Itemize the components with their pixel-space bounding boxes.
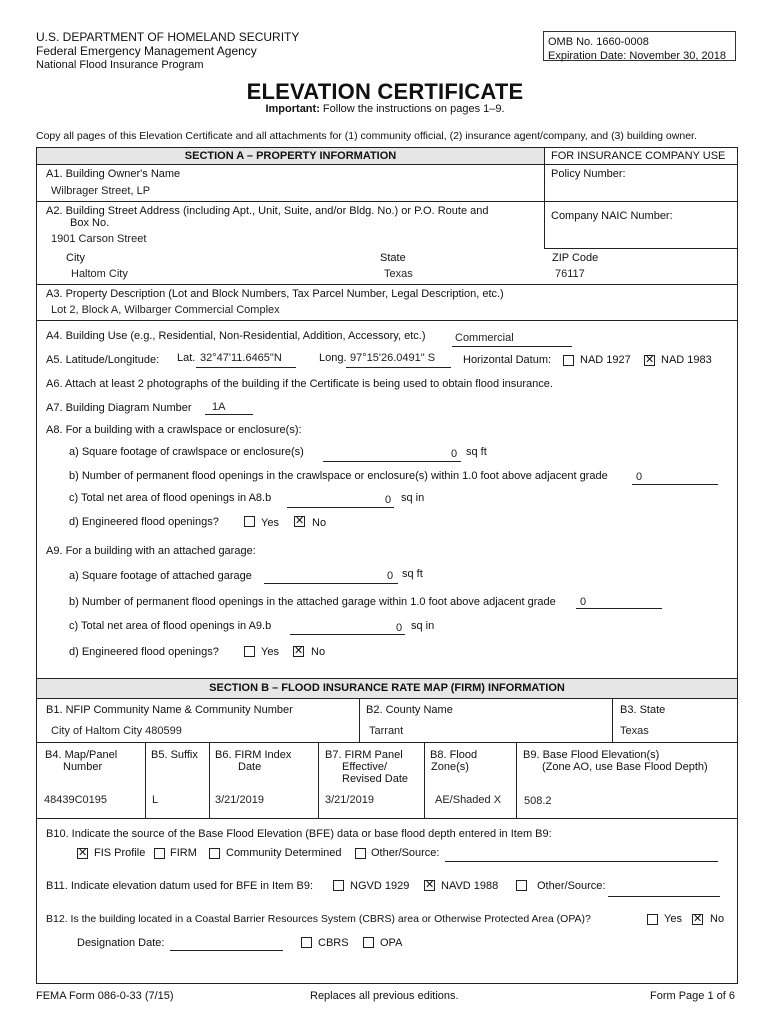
b3-label: B3. State: [620, 704, 666, 716]
a9a-label: a) Square footage of attached garage: [69, 570, 252, 582]
zip-label: ZIP Code: [552, 252, 599, 264]
b10-other-label: Other/Source:: [371, 847, 440, 859]
divider: [424, 742, 425, 818]
b12-yes-checkbox[interactable]: [647, 914, 658, 925]
a8b-underline: [632, 484, 718, 485]
b11-other-underline[interactable]: [608, 896, 720, 897]
a4-building-use[interactable]: Commercial: [455, 332, 514, 344]
a9c-label: c) Total net area of flood openings in A9.b: [69, 620, 272, 632]
a9b-label: b) Number of permanent flood openings in the attached garage within 1.0 foot above adjacent grade: [69, 596, 556, 608]
ngvd1929-label: NGVD 1929: [350, 880, 410, 892]
copy-instructions: Copy all pages of this Elevation Certificate and all attachments for (1) community official, (2) insurance agent/company, and (3) building owner.: [36, 130, 697, 142]
a3-label: A3. Property Description (Lot and Block Numbers, Tax Parcel Number, Legal Description, etc.): [46, 288, 504, 300]
a9a-value[interactable]: 0: [387, 570, 394, 582]
b12-yes-label: Yes: [664, 913, 682, 925]
a8c-label: c) Total net area of flood openings in A8.b: [69, 492, 272, 504]
navd1988-label: NAVD 1988: [441, 880, 499, 892]
a2-street-address[interactable]: 1901 Carson Street: [51, 233, 147, 245]
b6-label-cont: Date: [238, 761, 262, 773]
horizontal-datum-label: Horizontal Datum:: [463, 354, 552, 366]
nad1927-label: NAD 1927: [580, 354, 631, 366]
important-note: [0, 103, 770, 115]
opa-checkbox[interactable]: [363, 937, 374, 948]
divider: [36, 164, 738, 165]
a8c-underline: [287, 507, 394, 508]
city-value[interactable]: Haltom City: [71, 268, 128, 280]
latitude-value[interactable]: 32°47'11.6465"N: [200, 352, 282, 364]
agency-subname: Federal Emergency Management Agency: [36, 44, 257, 58]
divider: [145, 742, 146, 818]
b2-county[interactable]: Tarrant: [369, 725, 404, 737]
important-label: Important:: [265, 103, 320, 115]
page-number: Form Page 1 of 6: [650, 990, 735, 1002]
b7-label: B7. FIRM Panel: [325, 749, 403, 761]
b4-label: B4. Map/Panel: [45, 749, 118, 761]
a6-label: A6. Attach at least 2 photographs of the building if the Certificate is being used to obtain flood insurance.: [46, 378, 553, 390]
a3-property-description[interactable]: Lot 2, Block A, Wilbarger Commercial Complex: [51, 304, 280, 316]
b9-base-flood-elevation[interactable]: 508.2: [524, 795, 552, 807]
a8b-value[interactable]: 0: [636, 471, 643, 483]
b7-label-cont2: Revised Date: [342, 773, 409, 785]
opa-label: OPA: [380, 937, 403, 949]
a8d-no-checkbox[interactable]: ✕: [295, 515, 305, 527]
b8-label: B8. Flood: [430, 749, 478, 761]
long-label: Long.: [319, 352, 347, 364]
divider: [36, 320, 738, 321]
longitude-value[interactable]: 97°15'26.0491" S: [350, 352, 436, 364]
firm-checkbox[interactable]: [154, 848, 165, 859]
replaces-note: Replaces all previous editions.: [310, 990, 459, 1002]
city-label: City: [66, 252, 85, 264]
divider: [612, 698, 613, 742]
b8-label-cont: Zone(s): [431, 761, 469, 773]
b12-no-checkbox[interactable]: ✕: [693, 913, 703, 925]
a7-underline: [205, 414, 253, 415]
b2-label: B2. County Name: [366, 704, 453, 716]
a9c-underline: [290, 634, 405, 635]
state-value[interactable]: Texas: [384, 268, 413, 280]
b1-label: B1. NFIP Community Name & Community Number: [46, 704, 293, 716]
a8c-unit: sq in: [401, 492, 425, 504]
a9a-unit: sq ft: [402, 568, 423, 580]
a4-underline: [452, 346, 572, 347]
a9d-yes-label: Yes: [261, 646, 279, 658]
fis-profile-label: FIS Profile: [94, 847, 146, 859]
divider: [36, 818, 738, 819]
program-name: National Flood Insurance Program: [36, 59, 204, 71]
important-text: Follow the instructions on pages 1–9.: [322, 103, 505, 115]
a9b-value[interactable]: 0: [580, 596, 587, 608]
a9d-no-label: No: [311, 646, 326, 658]
b7-label-cont: Effective/: [342, 761, 388, 773]
divider: [209, 742, 210, 818]
b1-community[interactable]: City of Haltom City 480599: [51, 725, 182, 737]
firm-label: FIRM: [170, 847, 197, 859]
b12-label: B12. Is the building located in a Coastal Barrier Resources System (CBRS) area or Otherwise Protected Area (OPA)?: [46, 913, 591, 925]
b10-label: B10. Indicate the source of the Base Flood Elevation (BFE) data or base flood depth entered in Item B9:: [46, 828, 552, 840]
a8a-underline: [323, 461, 461, 462]
a8d-yes-checkbox[interactable]: [244, 516, 255, 527]
nad1983-checkbox[interactable]: ✕: [645, 354, 655, 366]
b9-label-cont: (Zone AO, use Base Flood Depth): [542, 761, 708, 773]
section-b-heading: SECTION B – FLOOD INSURANCE RATE MAP (FIRM) INFORMATION: [209, 682, 565, 694]
b5-label: B5. Suffix: [151, 749, 198, 761]
divider: [36, 284, 738, 285]
b4-map-panel-number[interactable]: 48439C0195: [44, 794, 108, 806]
a8d-no-label: No: [312, 517, 327, 529]
insurance-use-heading: FOR INSURANCE COMPANY USE: [551, 150, 726, 162]
b10-other-checkbox[interactable]: [355, 848, 366, 859]
divider: [318, 742, 319, 818]
b6-firm-index-date[interactable]: 3/21/2019: [215, 794, 264, 806]
nad1983-label: NAD 1983: [661, 354, 712, 366]
a8a-label: a) Square footage of crawlspace or enclosure(s): [69, 446, 304, 458]
b7-firm-panel-date[interactable]: 3/21/2019: [325, 794, 374, 806]
b12-no-label: No: [710, 913, 725, 925]
divider: [359, 698, 360, 742]
omb-number: OMB No. 1660-0008: [548, 36, 649, 48]
b10-other-underline[interactable]: [445, 861, 718, 862]
b11-other-checkbox[interactable]: [516, 880, 527, 891]
nad1927-checkbox[interactable]: [563, 355, 574, 366]
divider: [36, 742, 738, 743]
b11-label: B11. Indicate elevation datum used for BFE in Item B9:: [46, 880, 313, 892]
designation-date-label: Designation Date:: [77, 937, 165, 949]
a9c-value[interactable]: 0: [396, 622, 403, 634]
a9d-no-checkbox[interactable]: ✕: [294, 645, 304, 657]
divider: [544, 147, 545, 248]
expiration-date: Expiration Date: November 30, 2018: [548, 50, 726, 62]
community-determined-checkbox[interactable]: [209, 848, 220, 859]
a4-label: A4. Building Use (e.g., Residential, Non-Residential, Addition, Accessory, etc.): [46, 330, 426, 342]
a5-label: A5. Latitude/Longitude:: [46, 354, 160, 366]
a1-label: A1. Building Owner's Name: [46, 168, 181, 180]
a9c-unit: sq in: [411, 620, 435, 632]
fis-profile-checkbox[interactable]: ✕: [78, 847, 88, 859]
a8a-unit: sq ft: [466, 446, 487, 458]
designation-date-underline[interactable]: [170, 950, 283, 951]
a2-label-cont: Box No.: [70, 217, 110, 229]
a8b-label: b) Number of permanent flood openings in the crawlspace or enclosure(s) within 1.0 foot above adjacent grade: [69, 470, 608, 482]
long-underline: [346, 367, 451, 368]
b5-suffix[interactable]: L: [152, 794, 159, 806]
b3-state[interactable]: Texas: [620, 725, 649, 737]
b9-label: B9. Base Flood Elevation(s): [523, 749, 660, 761]
a8-label: A8. For a building with a crawlspace or enclosure(s):: [46, 424, 302, 436]
section-a-heading: SECTION A – PROPERTY INFORMATION: [184, 150, 397, 162]
divider: [544, 248, 738, 249]
community-determined-label: Community Determined: [226, 847, 342, 859]
a9-label: A9. For a building with an attached garage:: [46, 545, 256, 557]
a9d-yes-checkbox[interactable]: [244, 646, 255, 657]
b6-label: B6. FIRM Index: [215, 749, 292, 761]
zip-value[interactable]: 76117: [555, 268, 585, 280]
a8a-value[interactable]: 0: [451, 448, 458, 460]
omb-box: [543, 31, 736, 61]
b11-other-label: Other/Source:: [537, 880, 606, 892]
cbrs-checkbox[interactable]: [301, 937, 312, 948]
ngvd1929-checkbox[interactable]: [333, 880, 344, 891]
page-title: ELEVATION CERTIFICATE: [246, 79, 524, 104]
cbrs-label: CBRS: [318, 937, 349, 949]
policy-number-label: Policy Number:: [551, 168, 626, 180]
agency-name: U.S. DEPARTMENT OF HOMELAND SECURITY: [36, 30, 300, 44]
divider: [36, 698, 738, 699]
a7-label: A7. Building Diagram Number: [46, 402, 192, 414]
divider: [36, 201, 738, 202]
lat-underline: [196, 367, 296, 368]
a8d-label: d) Engineered flood openings?: [69, 516, 219, 528]
a1-owner-name[interactable]: Wilbrager Street, LP: [51, 185, 151, 197]
a9a-underline: [264, 583, 398, 584]
b8-flood-zone[interactable]: AE/Shaded X: [435, 794, 502, 806]
lat-label: Lat.: [177, 352, 196, 364]
naic-number-label: Company NAIC Number:: [551, 210, 673, 222]
form-number: FEMA Form 086-0-33 (7/15): [36, 990, 174, 1002]
a7-diagram-number[interactable]: 1A: [212, 401, 226, 413]
divider: [516, 742, 517, 818]
a8c-value[interactable]: 0: [385, 494, 392, 506]
b4-label-cont: Number: [63, 761, 103, 773]
a9d-label: d) Engineered flood openings?: [69, 646, 219, 658]
a2-label: A2. Building Street Address (including Apt., Unit, Suite, and/or Bldg. No.) or P.O. Route and: [46, 205, 489, 217]
a8d-yes-label: Yes: [261, 517, 279, 529]
navd1988-checkbox[interactable]: ✕: [425, 879, 435, 891]
a9b-underline: [576, 608, 662, 609]
state-label: State: [380, 252, 406, 264]
